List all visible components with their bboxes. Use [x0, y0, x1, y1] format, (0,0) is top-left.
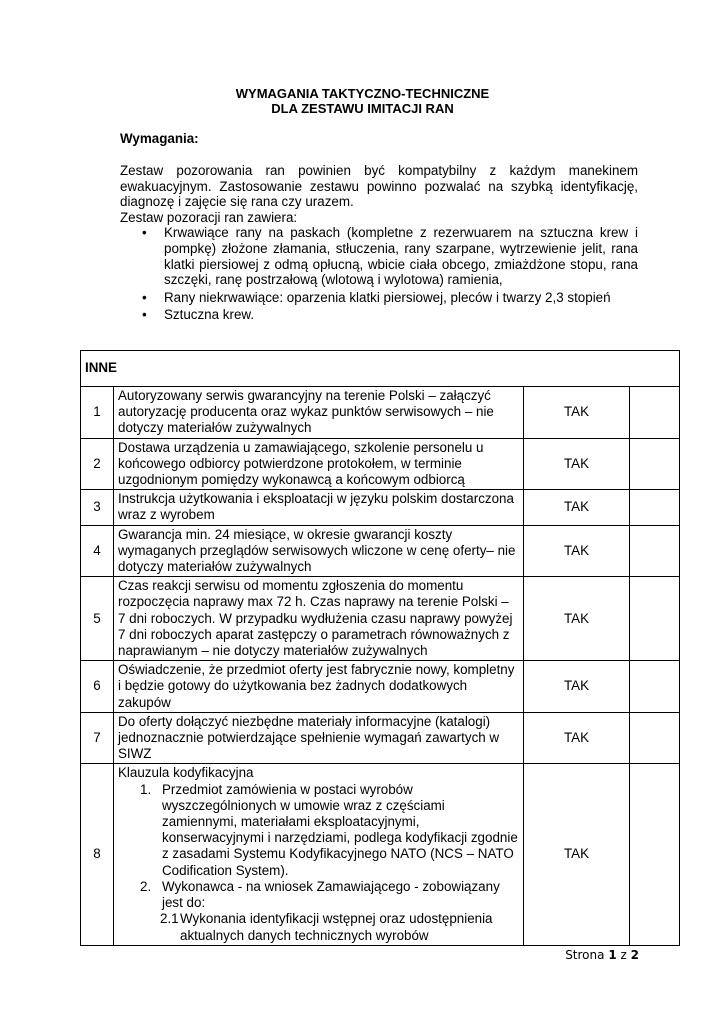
table-row — [81, 387, 680, 439]
row-number: 1 — [81, 387, 114, 439]
row-required-value: TAK — [524, 764, 630, 945]
bullet-icon: • — [142, 307, 147, 323]
bullet-icon: • — [142, 289, 147, 305]
document-title — [0, 86, 725, 116]
row-description: Do oferty dołączyć niezbędne materiały informacyjne (katalogi) jednoznacznie potwierdzające spełnienie wymagań zawartych w SIWZ — [114, 712, 524, 764]
row-required-value: TAK — [524, 387, 630, 439]
row-required-value: TAK — [524, 661, 630, 713]
page-label: Strona — [565, 948, 605, 962]
codification-list — [118, 782, 519, 944]
row-offered-value — [630, 764, 680, 945]
table-section-header-row — [81, 351, 680, 387]
row-offered-value — [630, 712, 680, 764]
row-required-value: TAK — [524, 577, 630, 661]
list-item — [120, 307, 638, 323]
bullet-icon: • — [142, 225, 147, 241]
list-item-text: Krwawiące rany na paskach (kompletne z rezerwuarem na sztuczna krew i pompkę) złożone złamania, stłuczenia, rany szarpane, wytrzewienie jelit, rana klatki piersiowej z odmą opłucną, wbicie ciała obcego, zmiażdżone stopu, rana szczęki, ranę postrzałową (wlotową i wylotowa) ramienia, — [164, 225, 638, 288]
intro-paragraph: Zestaw pozorowania ran powinien być kompatybilny z każdym manekinem ewakuacyjnym. Zastosowanie zestawu powinno pozwalać na szybką identyfikację, diagnozę i zajęcie się rana czy urazem. — [120, 163, 638, 210]
sub-list-item-text: Wykonania identyfikacji wstępnej oraz udostępnienia aktualnych danych technicznych wyrobów — [180, 911, 493, 943]
table-row — [81, 661, 680, 713]
row-description: Autoryzowany serwis gwarancyjny na terenie Polski – załączyć autoryzację producenta oraz wykaz punktów serwisowych – nie dotyczy materiałów zużywalnych — [114, 387, 524, 439]
row-number: 8 — [81, 764, 114, 945]
sub-list-item — [138, 911, 519, 943]
row-offered-value — [630, 525, 680, 577]
list-item-text: Przedmiot zamówienia w postaci wyrobów wyszczególnionych w umowie wraz z częściami zamiennymi, materiałami eksploatacyjnymi, konserwacyjnymi i narzędziami, podlega kodyfikacji zgodnie z zasadami Systemu Kodyfikacyjnego NATO (NCS – NATO Codification System). — [162, 781, 518, 878]
requirements-table — [80, 350, 680, 946]
row-description: Oświadczenie, że przedmiot oferty jest fabrycznie nowy, kompletny i będzie gotowy do użytkowania bez żadnych dodatkowych zakupów — [114, 661, 524, 713]
title-line-2: DLA ZESTAWU IMITACJI RAN — [271, 101, 454, 116]
list-item-number: 1. — [140, 781, 152, 797]
row-required-value: TAK — [524, 525, 630, 577]
row-offered-value — [630, 438, 680, 490]
codification-heading: Klauzula kodyfikacyjna — [118, 765, 254, 781]
list-item — [120, 225, 638, 287]
row-required-value: TAK — [524, 712, 630, 764]
row-offered-value — [630, 387, 680, 439]
list-item-text: Rany niekrwawiące: oparzenia klatki piersiowej, pleców i twarzy 2,3 stopień — [164, 289, 611, 305]
row-number: 7 — [81, 712, 114, 764]
sub-list-item-number: 2.1 — [160, 911, 179, 927]
row-offered-value — [630, 577, 680, 661]
list-item-number: 2. — [140, 878, 152, 894]
list-item-text: Sztuczna krew. — [164, 307, 255, 323]
table-section-header: INNE — [81, 351, 680, 387]
total-page-count: 2 — [630, 948, 639, 962]
row-required-value: TAK — [524, 490, 630, 525]
row-description: Czas reakcji serwisu od momentu zgłoszenia do momentu rozpoczęcia naprawy max 72 h. Czas naprawy na terenie Polski – 7 dni roboczych. W przypadku wydłużenia czasu naprawy powyżej 7 dni roboczych aparat zastępczy o parametrach równoważnych z naprawianym – nie dotyczy materiałów zużywalnych — [114, 577, 524, 661]
list-item — [118, 782, 519, 879]
page-separator: z — [620, 948, 627, 962]
requirements-heading: Wymagania: — [120, 131, 199, 146]
list-item-text: Wykonawca - na wniosek Zamawiającego - zobowiązany jest do: — [162, 878, 500, 911]
row-description — [114, 764, 524, 945]
list-item — [120, 290, 638, 306]
row-description: Instrukcja użytkowania i eksploatacji w języku polskim dostarczona wraz z wyrobem — [114, 490, 524, 525]
kit-contents-label: Zestaw pozoracji ran zawiera: — [120, 209, 298, 225]
kit-contents-list — [120, 225, 638, 323]
row-offered-value — [630, 661, 680, 713]
row-description: Dostawa urządzenia u zamawiającego, szkolenie personelu u końcowego odbiorcy potwierdzone protokołem, w terminie uzgodnionym pomiędzy wykonawcą a końcowym odbiorcą — [114, 438, 524, 490]
row-number: 4 — [81, 525, 114, 577]
current-page-number: 1 — [608, 948, 617, 962]
title-line-1: WYMAGANIA TAKTYCZNO-TECHNICZNE — [235, 86, 490, 101]
row-number: 2 — [81, 438, 114, 490]
list-item — [118, 879, 519, 944]
table-row-codification — [81, 764, 680, 945]
row-number: 5 — [81, 577, 114, 661]
row-number: 3 — [81, 490, 114, 525]
row-offered-value — [630, 490, 680, 525]
table-row — [81, 712, 680, 764]
row-required-value: TAK — [524, 438, 630, 490]
table-row — [81, 438, 680, 490]
row-number: 6 — [81, 661, 114, 713]
table-row — [81, 525, 680, 577]
row-description: Gwarancja min. 24 miesiące, w okresie gwarancji koszty wymaganych przeglądów serwisowych wliczone w cenę oferty– nie dotyczy materiałów zużywalnych — [114, 525, 524, 577]
intro-section — [120, 163, 638, 323]
table-row — [81, 577, 680, 661]
table-row — [81, 490, 680, 525]
page-footer — [565, 948, 639, 962]
